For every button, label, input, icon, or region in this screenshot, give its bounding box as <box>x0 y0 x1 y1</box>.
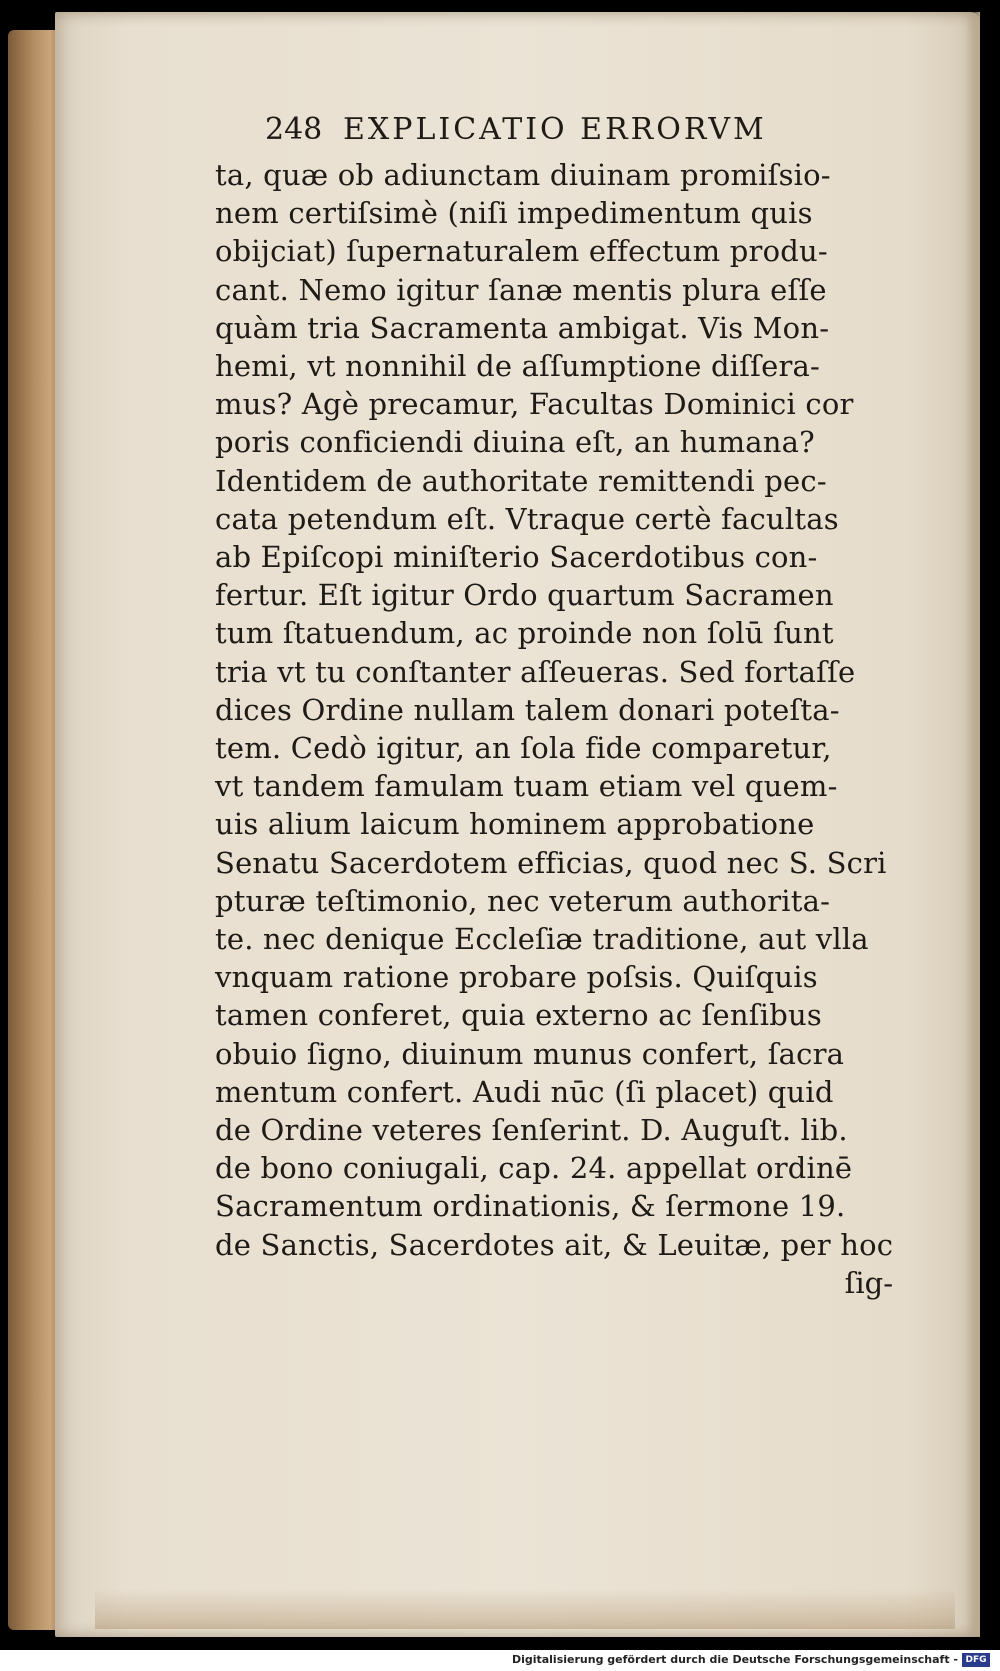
page-gutter-shadow <box>966 12 980 1637</box>
page-stain <box>95 1589 955 1629</box>
text-line: te. nec denique Eccleſiæ traditione, aut vlla <box>215 922 869 957</box>
text-line: fertur. Eſt igitur Ordo quartum Sacramen <box>215 578 834 613</box>
footer-banner <box>0 1650 1000 1671</box>
text-line: obijciat) ſupernaturalem effectum produ- <box>215 234 828 269</box>
text-line: de Ordine veteres ſenſerint. D. Auguſt. lib. <box>215 1113 848 1148</box>
text-line: tem. Cedò igitur, an ſola fide comparetur, <box>215 731 832 766</box>
text-line: hemi, vt nonnihil de aſſumptione diſſera- <box>215 349 821 384</box>
page-header <box>215 110 905 154</box>
body-text <box>215 156 905 1264</box>
text-line: mus? Agè precamur, Facultas Dominici cor <box>215 387 854 422</box>
running-head: EXPLICATIO ERRORVM <box>343 112 767 147</box>
text-line: de bono coniugali, cap. 24. appellat ordinē <box>215 1151 853 1186</box>
dfg-logo-icon: DFG <box>962 1653 990 1667</box>
text-line: nem certiſsimè (niſi impedimentum quis <box>215 196 813 231</box>
text-block <box>215 110 905 1302</box>
catchword: ſig- <box>844 1265 893 1300</box>
text-line: Senatu Sacerdotem efficias, quod nec S. Scri <box>215 845 887 880</box>
text-line: cant. Nemo igitur ſanæ mentis plura eſſe <box>215 272 827 307</box>
text-line: de Sanctis, Sacerdotes ait, & Leuitæ, per hoc <box>215 1227 894 1262</box>
text-line: vt tandem famulam tuam etiam vel quem- <box>215 769 838 804</box>
text-line: ab Epiſcopi miniſterio Sacerdotibus con- <box>215 540 818 575</box>
text-line: pturæ teſtimonio, nec veterum authorita- <box>215 883 831 918</box>
text-line: tamen conferet, quia externo ac ſenſibus <box>215 998 822 1033</box>
text-line: mentum confert. Audi nūc (ſi placet) quid <box>215 1074 834 1109</box>
text-line: ta, quæ ob adiunctam diuinam promiſsio- <box>215 158 831 192</box>
text-line: uis alium laicum hominem approbatione <box>215 807 815 842</box>
text-line: tria vt tu conſtanter aſſeueras. Sed fortaſſe <box>215 654 856 689</box>
text-line: cata petendum eſt. Vtraque certè facultas <box>215 501 839 536</box>
text-line: vnquam ratione probare poſsis. Quiſquis <box>215 960 818 995</box>
page-number: 248 <box>265 112 323 147</box>
text-line: Identidem de authoritate remittendi pec- <box>215 463 827 498</box>
text-line: Sacramentum ordinationis, & ſermone 19. <box>215 1189 846 1224</box>
footer-credit: Digitalisierung gefördert durch die Deutsche Forschungsgemeinschaft - <box>511 1653 958 1666</box>
text-line: dices Ordine nullam talem donari poteſta- <box>215 692 840 727</box>
text-line: tum ſtatuendum, ac proinde non ſolū ſunt <box>215 616 834 651</box>
text-line: poris conficiendi diuina eſt, an humana? <box>215 425 815 460</box>
text-line: quàm tria Sacramenta ambigat. Vis Mon- <box>215 310 830 345</box>
text-line: obuio ſigno, diuinum munus confert, ſacra <box>215 1036 845 1071</box>
